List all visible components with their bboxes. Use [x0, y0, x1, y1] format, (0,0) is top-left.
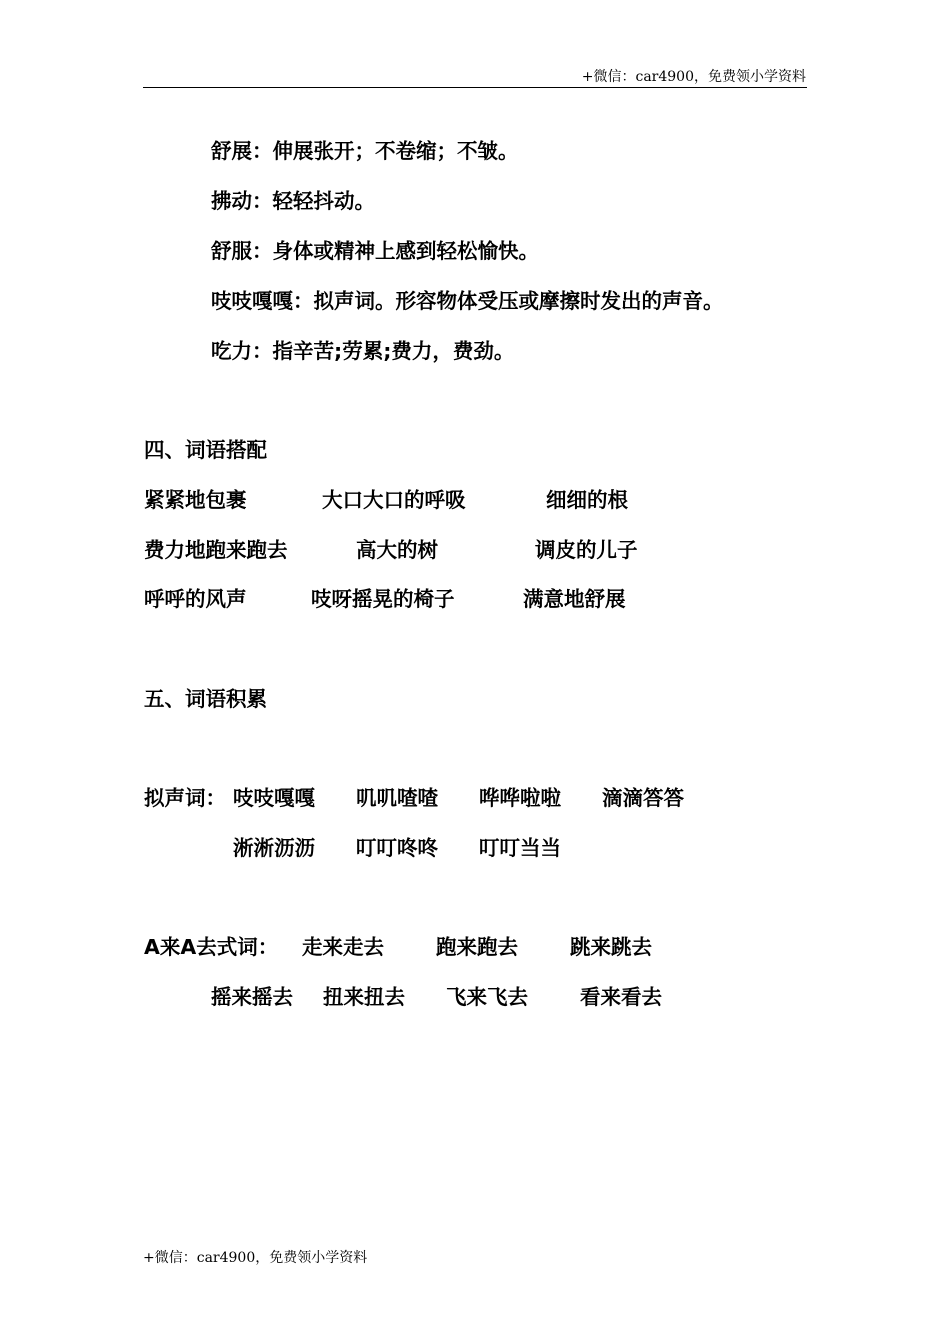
- category-label: A来A去式词：: [144, 935, 279, 959]
- section-heading: 五、词语积累: [144, 687, 267, 711]
- word-item: 扭来扭去: [323, 985, 405, 1009]
- phrase-item: 费力地跑来跑去: [144, 538, 288, 562]
- word-item: 摇来摇去: [211, 985, 293, 1009]
- header-divider: [143, 87, 807, 88]
- phrase-item: 调皮的儿子: [535, 538, 638, 562]
- word-item: 叽叽喳喳: [356, 786, 438, 810]
- word-item: 哗哗啦啦: [479, 786, 561, 810]
- definition-line: 拂动：轻轻抖动。: [211, 189, 375, 213]
- phrase-item: 满意地舒展: [523, 587, 626, 611]
- word-item: 叮叮当当: [479, 836, 561, 860]
- phrase-item: 大口大口的呼吸: [322, 488, 466, 512]
- definition-line: 吱吱嘎嘎：拟声词。形容物体受压或摩擦时发出的声音。: [211, 289, 724, 313]
- word-item: 看来看去: [580, 985, 662, 1009]
- footer-text: +微信：car4900，免费领小学资料: [143, 1250, 368, 1266]
- word-item: 跳来跳去: [570, 935, 652, 959]
- phrase-item: 细细的根: [546, 488, 628, 512]
- word-item: 淅淅沥沥: [233, 836, 315, 860]
- category-label: 拟声词：: [144, 786, 226, 810]
- phrase-item: 紧紧地包裹: [144, 488, 247, 512]
- word-item: 走来走去: [302, 935, 384, 959]
- word-item: 叮叮咚咚: [356, 836, 438, 860]
- word-item: 吱吱嘎嘎: [233, 786, 315, 810]
- definition-line: 舒展：伸展张开；不卷缩；不皱。: [211, 139, 519, 163]
- word-item: 跑来跑去: [436, 935, 518, 959]
- definition-line: 舒服：身体或精神上感到轻松愉快。: [211, 239, 539, 263]
- header-text: +微信：car4900，免费领小学资料: [581, 69, 806, 85]
- phrase-item: 吱呀摇晃的椅子: [311, 587, 455, 611]
- word-item: 滴滴答答: [602, 786, 684, 810]
- section-heading: 四、词语搭配: [144, 438, 267, 462]
- phrase-item: 高大的树: [356, 538, 438, 562]
- word-item: 飞来飞去: [446, 985, 528, 1009]
- definition-line: 吃力：指辛苦;劳累;费力，费劲。: [211, 339, 515, 363]
- phrase-item: 呼呼的风声: [144, 587, 247, 611]
